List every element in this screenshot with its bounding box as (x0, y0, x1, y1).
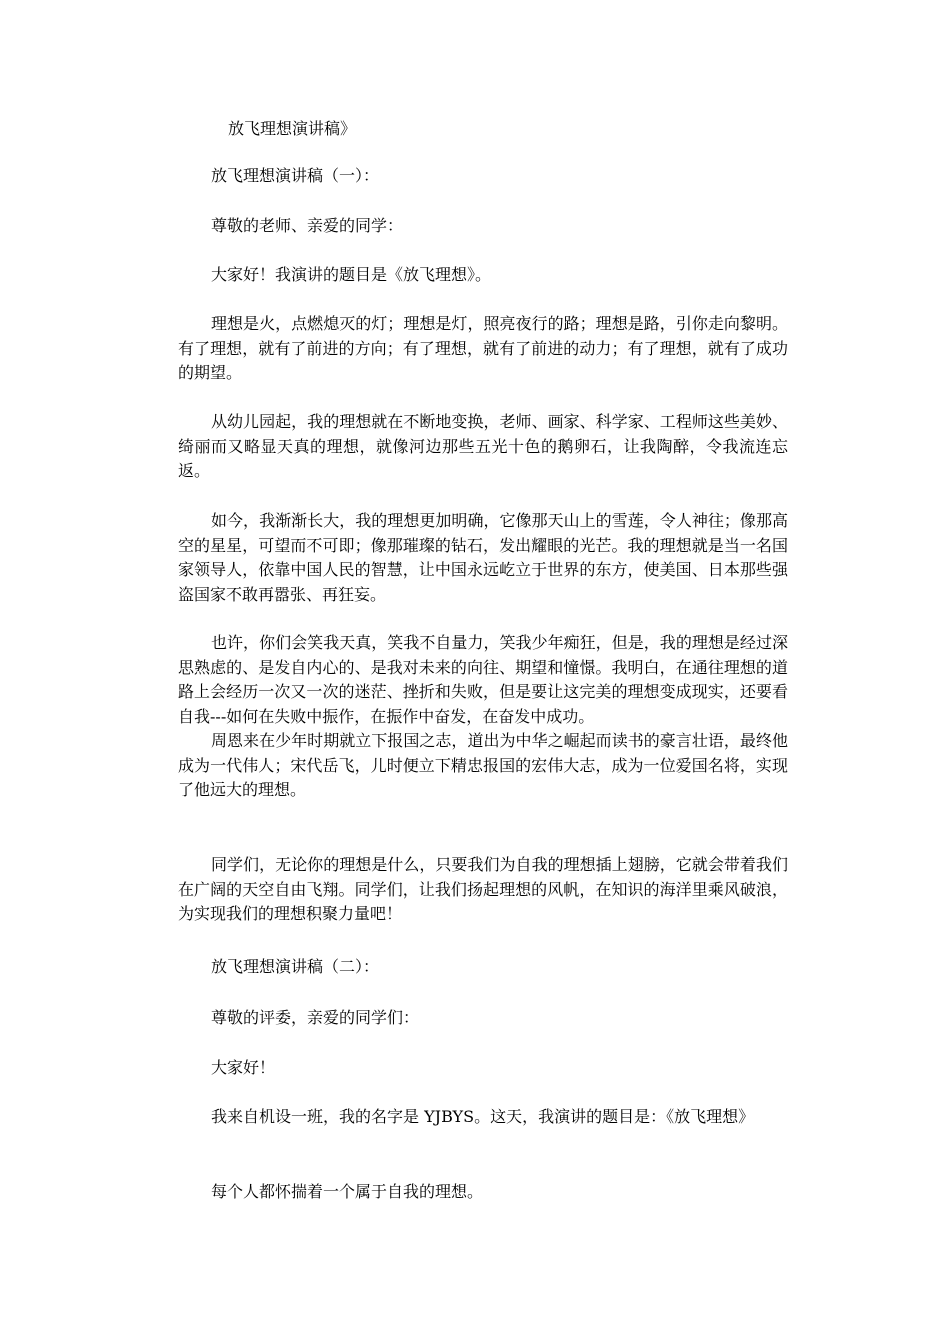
section-heading-2: 放飞理想演讲稿（二）： (211, 957, 380, 976)
paragraph-everyone-ideal: 每个人都怀揣着一个属于自我的理想。 (211, 1182, 484, 1201)
paragraph-kindergarten: 从幼儿园起，我的理想就在不断地变换，老师、画家、科学家、工程师这些美妙、绮丽而又略显天真的理想，就像河边那些五光十色的鹅卵石，让我陶醉，令我流连忘返。 (178, 412, 788, 480)
greeting-1: 大家好！我演讲的题目是《放飞理想》。 (211, 265, 492, 284)
document-title: 放飞理想演讲稿》 (228, 119, 357, 138)
salutation-2: 尊敬的评委，亲爱的同学们： (211, 1008, 420, 1027)
greeting-2: 大家好！ (211, 1058, 276, 1077)
paragraph-maybe: 也许，你们会笑我天真，笑我不自量力，笑我少年痴狂，但是，我的理想是经过深思熟虑的、是发自内心的、是我对未来的向往、期望和憧憬。我明白，在通往理想的道路上会经历一次又一次的迷茫、挫折和失败，但是要让这完美的理想变成现实，还要看自我---如何在失败中振作，在振作中奋发，在奋发中成功。 (178, 633, 788, 726)
section-heading-1: 放飞理想演讲稿（一）： (211, 166, 380, 185)
paragraph-examples: 周恩来在少年时期就立下报国之志，道出为中华之崛起而读书的豪言壮语，最终他成为一代伟人；宋代岳飞，儿时便立下精忠报国的宏伟大志，成为一位爱国名将，实现了他远大的理想。 (178, 731, 788, 799)
salutation-1: 尊敬的老师、亲爱的同学： (211, 216, 404, 235)
paragraph-ideal-fire: 理想是火，点燃熄灭的灯；理想是灯，照亮夜行的路；理想是路，引你走向黎明。有了理想，就有了前进的方向；有了理想，就有了前进的动力；有了理想，就有了成功的期望。 (178, 314, 788, 382)
paragraph-closing-1: 同学们，无论你的理想是什么，只要我们为自我的理想插上翅膀，它就会带着我们在广阔的天空自由飞翔。同学们，让我们扬起理想的风帆，在知识的海洋里乘风破浪，为实现我们的理想积聚力量吧！ (178, 855, 788, 923)
paragraph-growing-up: 如今，我渐渐长大，我的理想更加明确，它像那天山上的雪莲，令人神往；像那高空的星星，可望而不可即；像那璀璨的钻石，发出耀眼的光芒。我的理想就是当一名国家领导人，依靠中国人民的智慧，让中国永远屹立于世界的东方，使美国、日本那些强盗国家不敢再嚣张、再狂妄。 (178, 511, 788, 604)
paragraph-introduction: 我来自机设一班，我的名字是 YJBYS。这天，我演讲的题目是：《放飞理想》 (211, 1107, 755, 1126)
